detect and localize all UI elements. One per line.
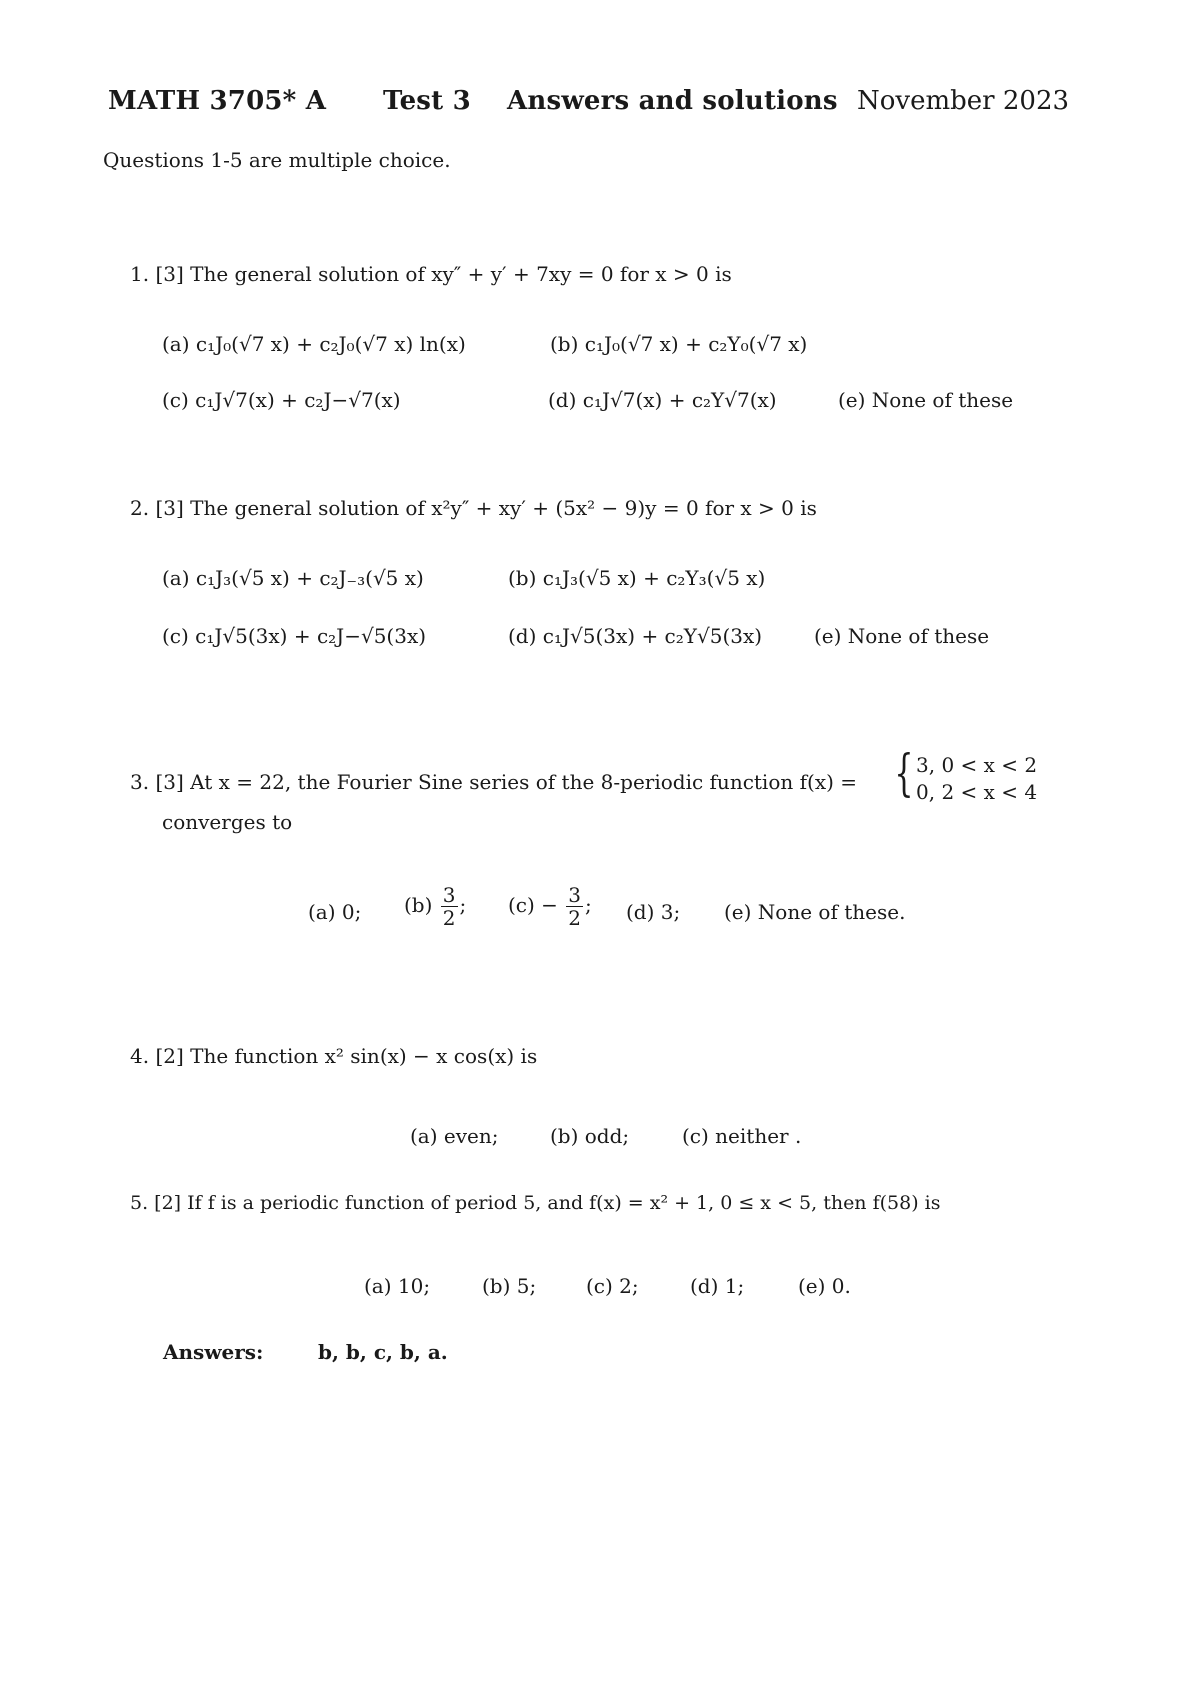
question-1-option-b: (b) c₁J₀(√7 x) + c₂Y₀(√7 x) [550,332,808,356]
question-2-option-a: (a) c₁J₃(√5 x) + c₂J₋₃(√5 x) [162,566,424,590]
question-2-option-b: (b) c₁J₃(√5 x) + c₂Y₃(√5 x) [508,566,766,590]
question-2-option-c: (c) c₁J√5(3x) + c₂J−√5(3x) [162,624,427,648]
question-1-option-c: (c) c₁J√7(x) + c₂J−√7(x) [162,388,401,412]
answers-label: Answers: [163,1340,264,1364]
question-1-prompt: 1. [3] The general solution of xy″ + y′ + 7xy = 0 for x > 0 is [130,262,732,286]
question-5-option-c: (c) 2; [586,1274,639,1298]
question-2-option-d: (d) c₁J√5(3x) + c₂Y√5(3x) [508,624,763,648]
option-b-label: (b) [404,893,433,917]
question-4-option-c: (c) neither . [682,1124,802,1148]
fraction-negative-three-halves [566,884,583,929]
question-3-piecewise [888,744,1038,814]
question-3-option-d: (d) 3; [626,900,681,924]
question-2-prompt: 2. [3] The general solution of x²y″ + xy′ + (5x² − 9)y = 0 for x > 0 is [130,496,817,520]
question-1-option-a: (a) c₁J₀(√7 x) + c₂J₀(√7 x) ln(x) [162,332,466,356]
question-5-option-b: (b) 5; [482,1274,537,1298]
question-5-option-d: (d) 1; [690,1274,745,1298]
left-brace-icon: { [894,744,914,802]
page-title: Answers and solutions [507,86,838,116]
exam-date: November 2023 [857,86,1070,116]
question-4-prompt: 4. [2] The function x² sin(x) − x cos(x) is [130,1044,538,1068]
question-3-prompt: 3. [3] At x = 22, the Fourier Sine series of the 8-periodic function f(x) = [130,770,858,794]
option-c-label: (c) − [508,893,558,917]
question-4-option-a: (a) even; [410,1124,499,1148]
question-3-continuation: converges to [162,810,293,834]
question-5-option-a: (a) 10; [364,1274,431,1298]
question-3-option-e: (e) None of these. [724,900,906,924]
question-2-option-e: (e) None of these [814,624,990,648]
course-code: MATH 3705* A [108,86,327,116]
piecewise-case-2: 0, 2 < x < 4 [916,780,1038,804]
fraction-numerator: 3 [442,883,456,907]
fraction-three-halves [441,884,458,929]
piecewise-cases [916,752,1037,806]
question-5-prompt: 5. [2] If f is a periodic function of period 5, and f(x) = x² + 1, 0 ≤ x < 5, then f(58) is [130,1192,941,1214]
question-5-option-e: (e) 0. [798,1274,851,1298]
question-1-option-e: (e) None of these [838,388,1014,412]
fraction-denominator: 2 [568,906,582,930]
answers-values: b, b, c, b, a. [318,1340,448,1364]
question-3-option-c: (c) − $\frac{3}{2}$ ; [508,883,592,930]
fraction-numerator: 3 [568,883,582,907]
question-4-option-b: (b) odd; [550,1124,630,1148]
question-3-option-b: (b) $\frac{3}{2}$ ; [404,883,467,930]
fraction-denominator: 2 [442,906,456,930]
piecewise-case-1: 3, 0 < x < 2 [916,753,1038,777]
test-name: Test 3 [383,86,471,116]
intro-text: Questions 1-5 are multiple choice. [103,148,451,172]
question-1-option-d: (d) c₁J√7(x) + c₂Y√7(x) [548,388,777,412]
question-3-option-a: (a) 0; [308,900,362,924]
